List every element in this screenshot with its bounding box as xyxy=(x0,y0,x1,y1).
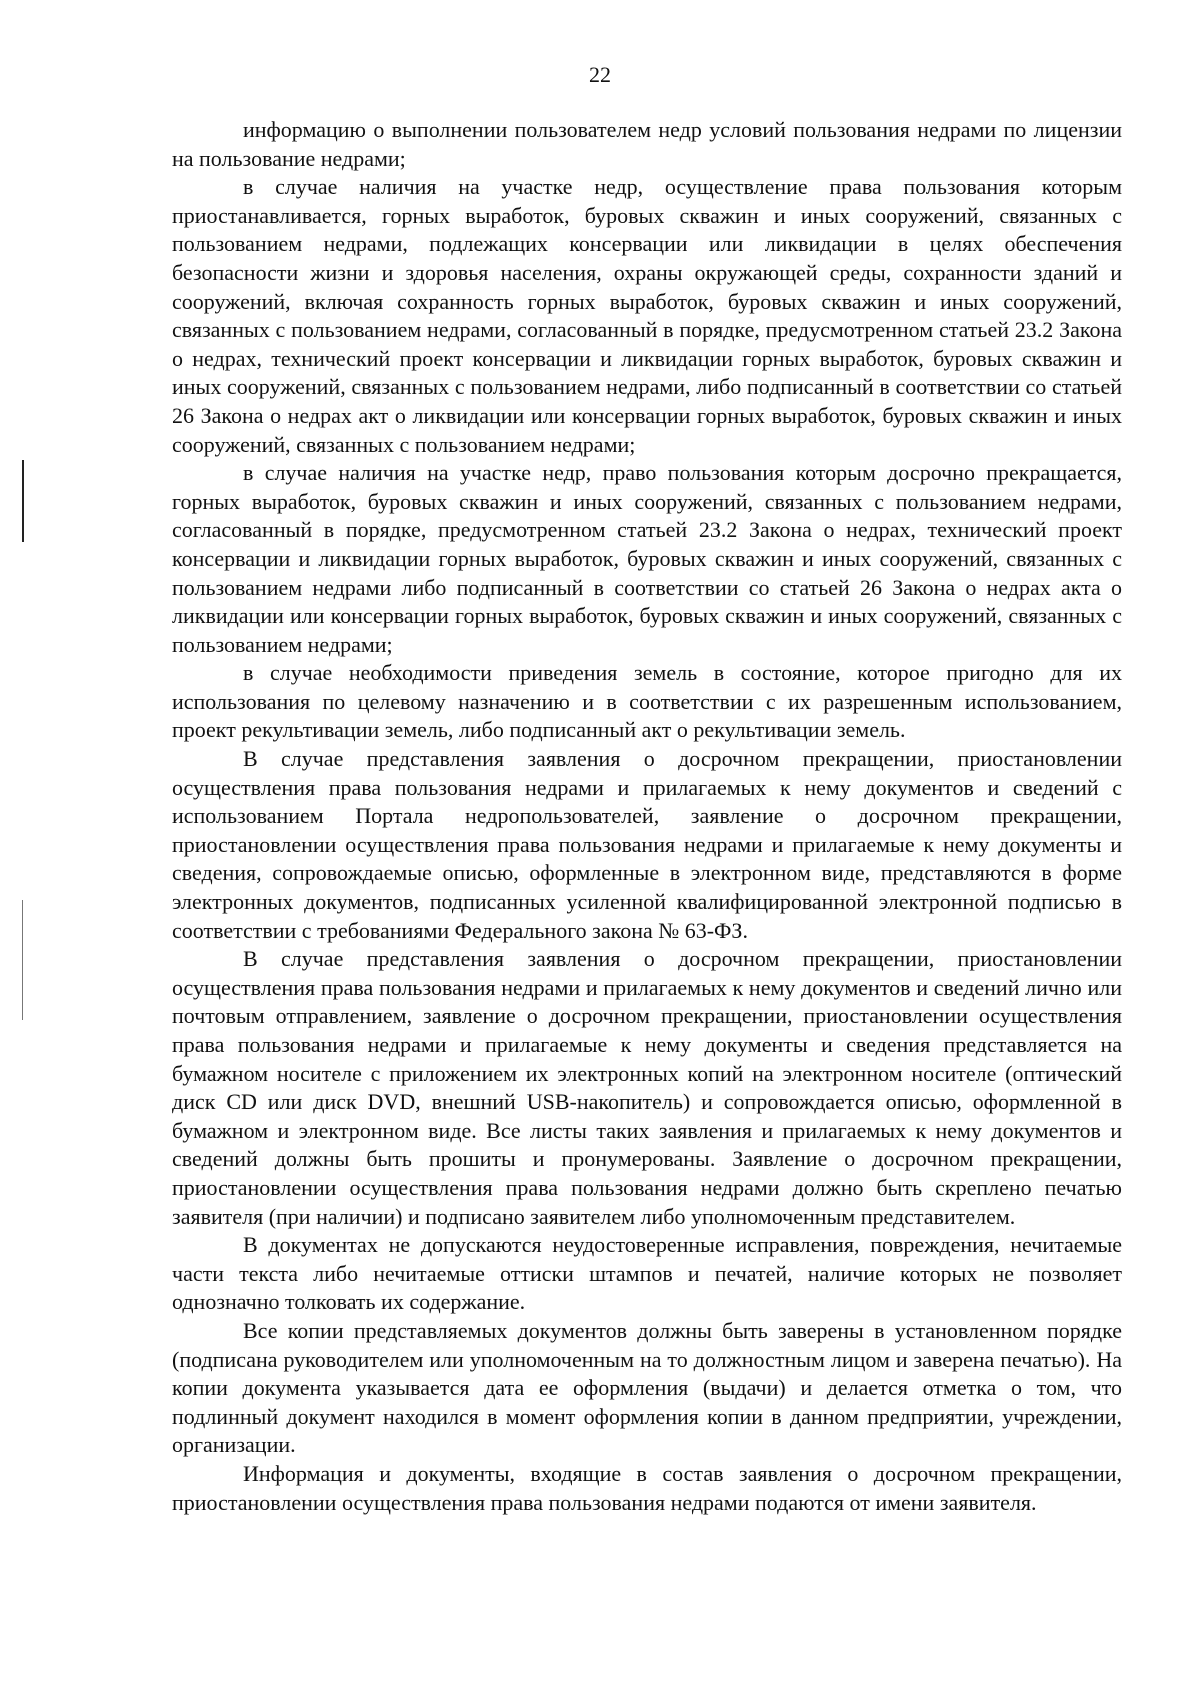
paragraph: В документах не допускаются неудостоверенные исправления, повреждения, нечитаемые части текста либо нечитаемые оттиски штампов и печатей, наличие которых не позволяет однозначно толковать их содержание. xyxy=(172,1232,1122,1315)
paragraph: информацию о выполнении пользователем недр условий пользования недрами по лицензии на пользование недрами; xyxy=(172,117,1122,171)
paragraph: В случае представления заявления о досрочном прекращении, приостановлении осуществления права пользования недрами и прилагаемых к нему документов и сведений лично или почтовым отправлением, заявление о досрочном прекращении, приостановлении осуществления права пользования недрами и прилагаемые к нему документы и сведения представляется на бумажном носителе с приложением их электронных копий на электронном носителе (оптический диск CD или диск DVD, внешний USB-накопитель) и сопровождается описью, оформленной в бумажном и электронном виде. Все листы таких заявления и прилагаемых к нему документов и сведений должны быть прошиты и пронумерованы. Заявление о досрочном прекращении, приостановлении осуществления права пользования недрами должно быть скреплено печатью заявителя (при наличии) и подписано заявителем либо уполномоченным представителем. xyxy=(172,946,1122,1229)
paragraph: Информация и документы, входящие в состав заявления о досрочном прекращении, приостановлении осуществления права пользования недрами подаются от имени заявителя. xyxy=(172,1460,1122,1515)
paragraph: в случае наличия на участке недр, осуществление права пользования которым приостанавливается, горных выработок, буровых скважин и иных сооружений, связанных с пользованием недрами, подлежащих консервации или ликвидации в целях обеспечения безопасности жизни и здоровья населения, охраны окружающей среды, сохранности зданий и сооружений, включая сохранность горных выработок, буровых скважин и иных сооружений, связанных с пользованием недрами, согласованный в порядке, предусмотренном статьей 23.2 Закона о недрах, технический проект консервации и ликвидации горных выработок, буровых скважин и иных сооружений, связанных с пользованием недрами, либо подписанный в соответствии со статьей 26 Закона о недрах акт о ликвидации или консервации горных выработок, буровых скважин и иных сооружений, связанных с пользованием недрами; xyxy=(172,174,1122,457)
paragraph: в случае наличия на участке недр, право пользования которым досрочно прекращается, горных выработок, буровых скважин и иных сооружений, связанных с пользованием недрами, согласованный в порядке, предусмотренном статьей 23.2 Закона о недрах, технический проект консервации и ликвидации горных выработок, буровых скважин и иных сооружений, связанных с пользованием недрами либо подписанный в соответствии со статьей 26 Закона о недрах акта о ликвидации или консервации горных выработок, буровых скважин и иных сооружений, связанных с пользованием недрами; xyxy=(172,460,1122,657)
scan-margin-mark xyxy=(22,900,23,1020)
paragraph: Все копии представляемых документов должны быть заверены в установленном порядке (подписана руководителем или уполномоченным на то должностным лицом и заверена печатью). На копии документа указывается дата ее оформления (выдачи) и делается отметка о том, что подлинный документ находился в момент оформления копии в данном предприятии, учреждении, организации. xyxy=(172,1317,1122,1458)
document-body xyxy=(172,116,1122,1517)
scan-margin-mark xyxy=(22,460,24,542)
paragraph: в случае необходимости приведения земель в состояние, которое пригодно для их использования по целевому назначению и в соответствии с их разрешенным использованием, проект рекультивации земель, либо подписанный акт о рекультивации земель. xyxy=(172,660,1122,743)
paragraph: В случае представления заявления о досрочном прекращении, приостановлении осуществления права пользования недрами и прилагаемых к нему документов и сведений с использованием Портала недропользователей, заявление о досрочном прекращении, приостановлении осуществления права пользования недрами и прилагаемые к нему документы и сведения, сопровождаемые описью, оформленные в электронном виде, представляются в форме электронных документов, подписанных усиленной квалифицированной электронной подписью в соответствии с требованиями Федерального закона № 63-ФЗ. xyxy=(172,746,1122,943)
page-number: 22 xyxy=(589,62,611,87)
